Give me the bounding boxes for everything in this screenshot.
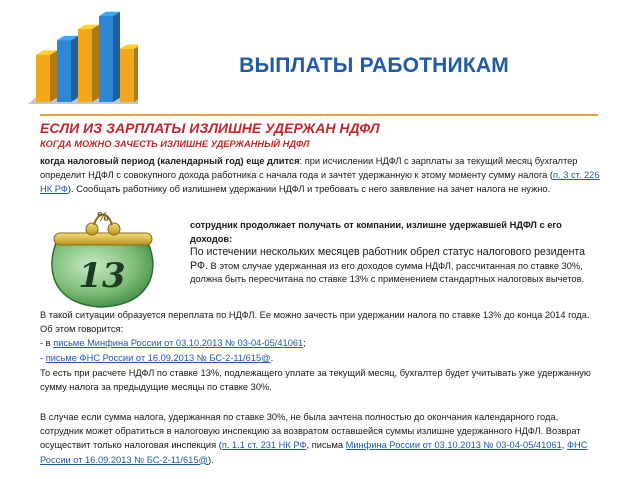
paragraph-6: То есть при расчете НДФЛ по ставке 13%, подлежащего уплате за текущий месяц, бухгалтер будет учитывать уже удержанную сумму налога за предыдущие месяцы по ставке 30%. <box>40 368 591 393</box>
paragraph-5-suffix: . <box>270 353 274 363</box>
paragraph-4-suffix: ; <box>303 338 306 348</box>
paragraph-4-prefix: - в <box>40 338 54 348</box>
paragraph-1-text-a: : при исчислении НДФЛ с зарплаты за текущий месяц бухгалтер определит НДФЛ с совокупного дохода работника с начала года и зачтет удержанную к этому моменту сумму налога ( <box>40 156 578 181</box>
logo-bar-side <box>50 51 57 103</box>
divider <box>40 114 598 116</box>
paragraph-1-text-b: ). Сообщать работнику об излишнем удержании НДФЛ и требовать с него заявление на зачет налога не нужно. <box>67 184 551 195</box>
logo-bar <box>57 40 71 102</box>
logo-bar-side <box>134 44 138 102</box>
link-fns-letter[interactable]: письме ФНС России от 16.09.2013 № БС-2-11/615@ <box>45 353 271 363</box>
paragraph-2-large: По истечении нескольких месяцев работник обрел статус налогового резидента РФ. <box>190 246 586 272</box>
link-minfin-letter[interactable]: письме Минфина России от 03.10.2013 № 03-04-05/41061 <box>53 338 304 348</box>
logo-bar <box>99 16 113 102</box>
section-heading: ЕСЛИ ИЗ ЗАРПЛАТЫ ИЗЛИШНЕ УДЕРЖАН НДФЛ <box>40 120 380 136</box>
paragraph-7-text-b: , письма <box>306 440 346 451</box>
paragraph-2 <box>190 246 595 287</box>
logo-bar-side <box>113 12 120 102</box>
link-nk-226[interactable]: п. 3 ст. 226 НК РФ <box>40 170 600 195</box>
paragraph-7-text-c: , <box>561 440 567 451</box>
bar-chart-icon <box>6 2 138 110</box>
logo-bar <box>78 29 92 102</box>
link-fns-letter-2[interactable]: ФНС России от 16.09.2013 № БС-2-11/615@ <box>40 440 588 465</box>
svg-text:%: % <box>97 210 109 224</box>
coin-purse-icon <box>44 209 162 311</box>
paragraph-7-text-a: В случае если сумма налога, удержанная по ставке 30%, не была зачтена полностью до окончания календарного года, сотрудник может обратиться в налоговую инспекцию за возвратом оставшейся суммы излишне удержанного НДФЛ. Возврат осуществит только налоговая инспекция ( <box>40 412 581 451</box>
paragraph-4 <box>40 336 602 350</box>
logo-bar <box>36 55 50 102</box>
paragraph-2-text: В этом случае удержанная из его доходов сумма НДФЛ, рассчитанная по ставке 30%, должна быть пересчитана по ставке 13% с применением стандартных налоговых вычетов. <box>190 260 585 285</box>
paragraph-2-bold: сотрудник продолжает получать от компании, излишне удержавшей НДФЛ с его доходов: <box>190 220 562 244</box>
page-title: ВЫПЛАТЫ РАБОТНИКАМ <box>239 54 509 77</box>
paragraph-7 <box>40 410 602 467</box>
logo-bar-side <box>71 36 78 102</box>
paragraph-7-text-d: ). <box>207 454 214 465</box>
link-minfin-letter-2[interactable]: Минфина России от 03.10.2013 № 03-04-05/41061 <box>345 440 562 451</box>
paragraph-5 <box>40 351 602 365</box>
paragraph-5-prefix: - <box>40 353 46 363</box>
logo-bar <box>120 49 134 102</box>
section-subheading: КОГДА МОЖНО ЗАЧЕСТЬ ИЗЛИШНЕ УДЕРЖАННЫЙ НДФЛ <box>40 139 310 149</box>
paragraph-3: В такой ситуации образуется переплата по НДФЛ. Ее можно зачесть при удержании налога по ставке 13% до конца 2014 года. Об этом говорится: <box>40 310 590 335</box>
link-nk-231[interactable]: п. 1.1 ст. 231 НК РФ <box>221 440 307 451</box>
paragraph-1 <box>40 154 602 197</box>
paragraph-1-lead: когда налоговый период (календарный год) еще длится <box>40 156 300 166</box>
svg-text:13: 13 <box>78 256 126 296</box>
logo-bar-side <box>92 25 99 102</box>
